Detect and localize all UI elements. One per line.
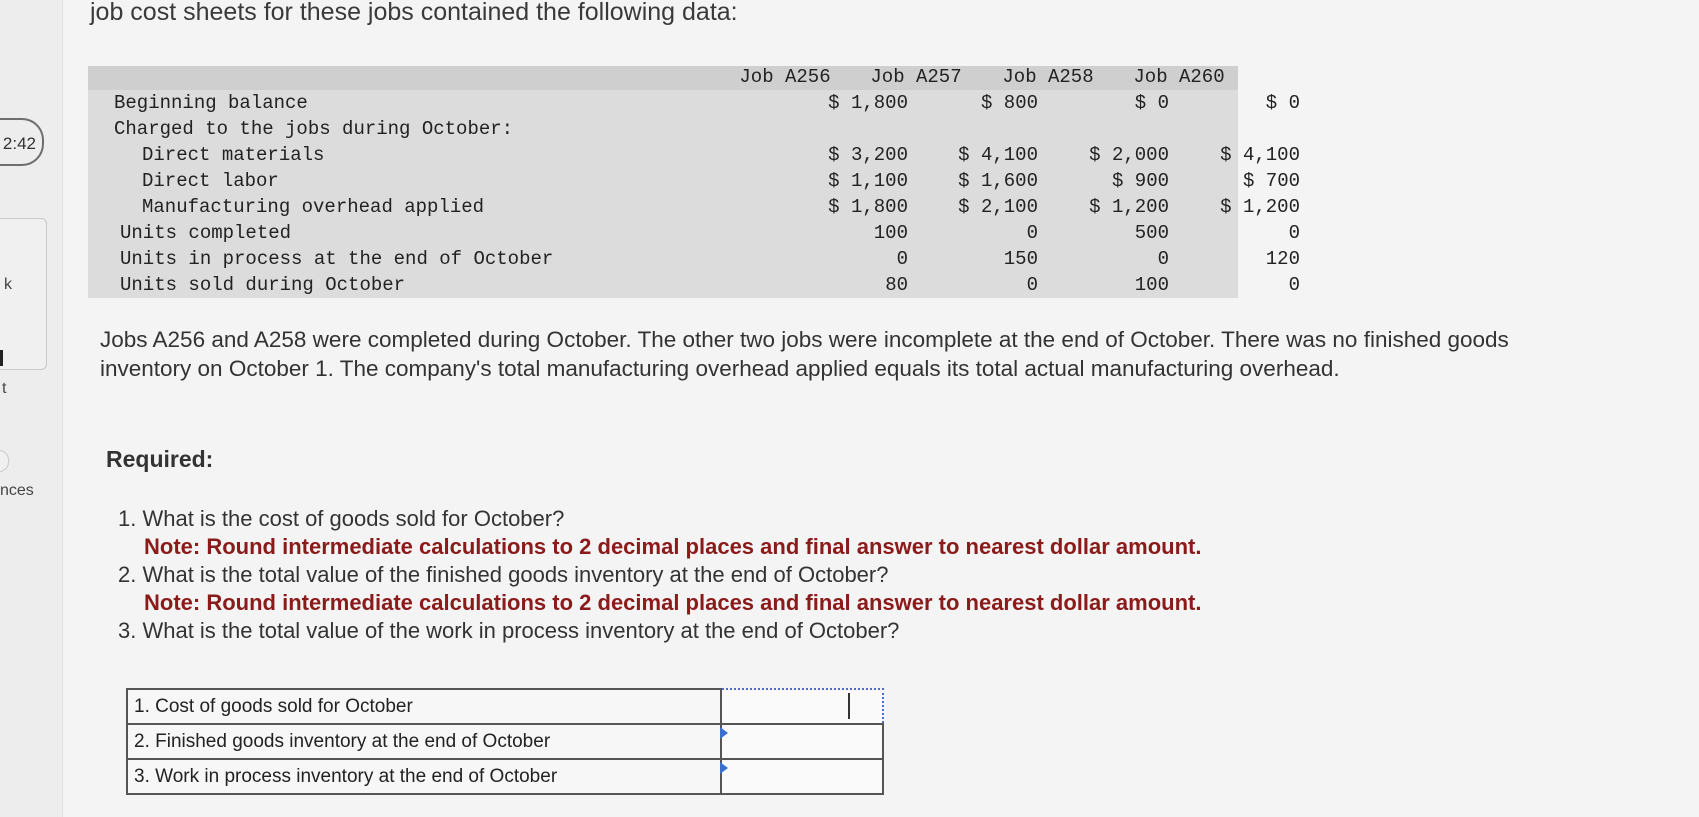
col-header-job-a257: Job A257	[870, 66, 962, 88]
text-cursor	[848, 693, 850, 719]
cell: $ 900	[1111, 170, 1169, 192]
cell: $ 2,000	[1089, 144, 1169, 166]
row-label: Direct materials	[142, 144, 325, 166]
answer-cell	[721, 724, 883, 759]
row-label: Units completed	[120, 222, 292, 244]
cell: 100	[873, 222, 908, 244]
cell: $ 1,600	[958, 170, 1038, 192]
table-row	[88, 272, 1300, 298]
cell: $ 3,200	[828, 144, 908, 166]
answer-cell	[721, 689, 883, 724]
row-label: Manufacturing overhead applied	[142, 196, 485, 218]
answer-label: 1. Cost of goods sold for October	[127, 689, 721, 724]
cell: 100	[1134, 274, 1169, 296]
left-sidebar	[0, 0, 63, 817]
row-label: Direct labor	[142, 170, 279, 192]
cell: $ 1,100	[828, 170, 908, 192]
row-label: Charged to the jobs during October:	[114, 118, 514, 140]
required-heading: Required:	[106, 446, 214, 472]
input-indicator-icon	[720, 762, 728, 774]
cell: 0	[1288, 274, 1300, 296]
question-3: 3. What is the total value of the work in process inventory at the end of October?	[118, 618, 900, 643]
row-label: Units in process at the end of October	[120, 248, 554, 270]
cell: 0	[1288, 222, 1300, 244]
cell: $ 800	[980, 92, 1038, 114]
cell: $ 1,800	[828, 196, 908, 218]
problem-paragraph: Jobs A256 and A258 were completed during October. The other two jobs were incomplete at the end of October. There was no finished goods inventory on October 1. The company's total manufacturing overhead applied equals its total actual manufacturing overhead.	[100, 327, 1509, 381]
answer-table	[126, 688, 884, 795]
answer-cell	[721, 759, 883, 794]
cell: $ 1,200	[1089, 196, 1169, 218]
question-1: 1. What is the cost of goods sold for October?	[118, 506, 565, 531]
table-row	[88, 220, 1300, 246]
table-row	[88, 142, 1300, 168]
answer-row	[127, 689, 883, 724]
wip-input[interactable]	[722, 761, 880, 792]
cell: $ 1,200	[1220, 196, 1300, 218]
row-label: Units sold during October	[120, 274, 406, 296]
cell: $ 0	[1265, 92, 1300, 114]
cell: 500	[1134, 222, 1169, 244]
cell: $ 1,800	[828, 92, 908, 114]
question-2-note: Note: Round intermediate calculations to 2 decimal places and final answer to nearest dollar amount.	[144, 590, 1202, 615]
cell: $ 700	[1242, 170, 1300, 192]
question-1-note: Note: Round intermediate calculations to 2 decimal places and final answer to nearest dollar amount.	[144, 534, 1202, 559]
input-indicator-icon	[720, 727, 728, 739]
cell: $ 4,100	[1220, 144, 1300, 166]
job-cost-table	[88, 66, 1300, 298]
cell: 0	[1026, 222, 1038, 244]
row-label: Beginning balance	[114, 92, 308, 114]
cogs-input[interactable]	[722, 691, 880, 722]
table-row	[88, 246, 1300, 272]
question-list	[118, 505, 1201, 645]
cell: $ 2,100	[958, 196, 1038, 218]
col-header-job-a258: Job A258	[1002, 66, 1094, 88]
sidebar-references-link[interactable]: nces	[0, 482, 34, 499]
cell: 120	[1265, 248, 1300, 270]
finished-goods-input[interactable]	[722, 726, 880, 757]
table-row	[88, 116, 1238, 142]
table-row	[88, 194, 1300, 220]
table-header-row	[88, 64, 1238, 90]
cell: 150	[1003, 248, 1038, 270]
answer-row	[127, 759, 883, 794]
cell: $ 0	[1134, 92, 1169, 114]
col-header-job-a256: Job A256	[739, 66, 831, 88]
answer-label: 2. Finished goods inventory at the end of October	[127, 724, 721, 759]
cell: 0	[1157, 248, 1169, 270]
sidebar-fragment-text: t	[2, 380, 7, 397]
timer-badge[interactable]: 2:42	[0, 118, 44, 166]
intro-text: job cost sheets for these jobs contained the following data:	[90, 0, 738, 26]
table-row	[88, 168, 1300, 194]
sidebar-fragment-text: k	[4, 276, 12, 293]
answer-row	[127, 724, 883, 759]
table-row	[88, 90, 1300, 116]
sidebar-card[interactable]	[0, 218, 47, 370]
sidebar-toggle[interactable]	[0, 450, 9, 472]
col-header-job-a260: Job A260	[1133, 66, 1225, 88]
answer-label: 3. Work in process inventory at the end of October	[127, 759, 721, 794]
cell: 0	[1026, 274, 1038, 296]
sidebar-marker	[0, 350, 3, 366]
cell: $ 4,100	[958, 144, 1038, 166]
cell: 0	[896, 248, 908, 270]
question-2: 2. What is the total value of the finished goods inventory at the end of October?	[118, 562, 889, 587]
cell: 80	[885, 274, 908, 296]
